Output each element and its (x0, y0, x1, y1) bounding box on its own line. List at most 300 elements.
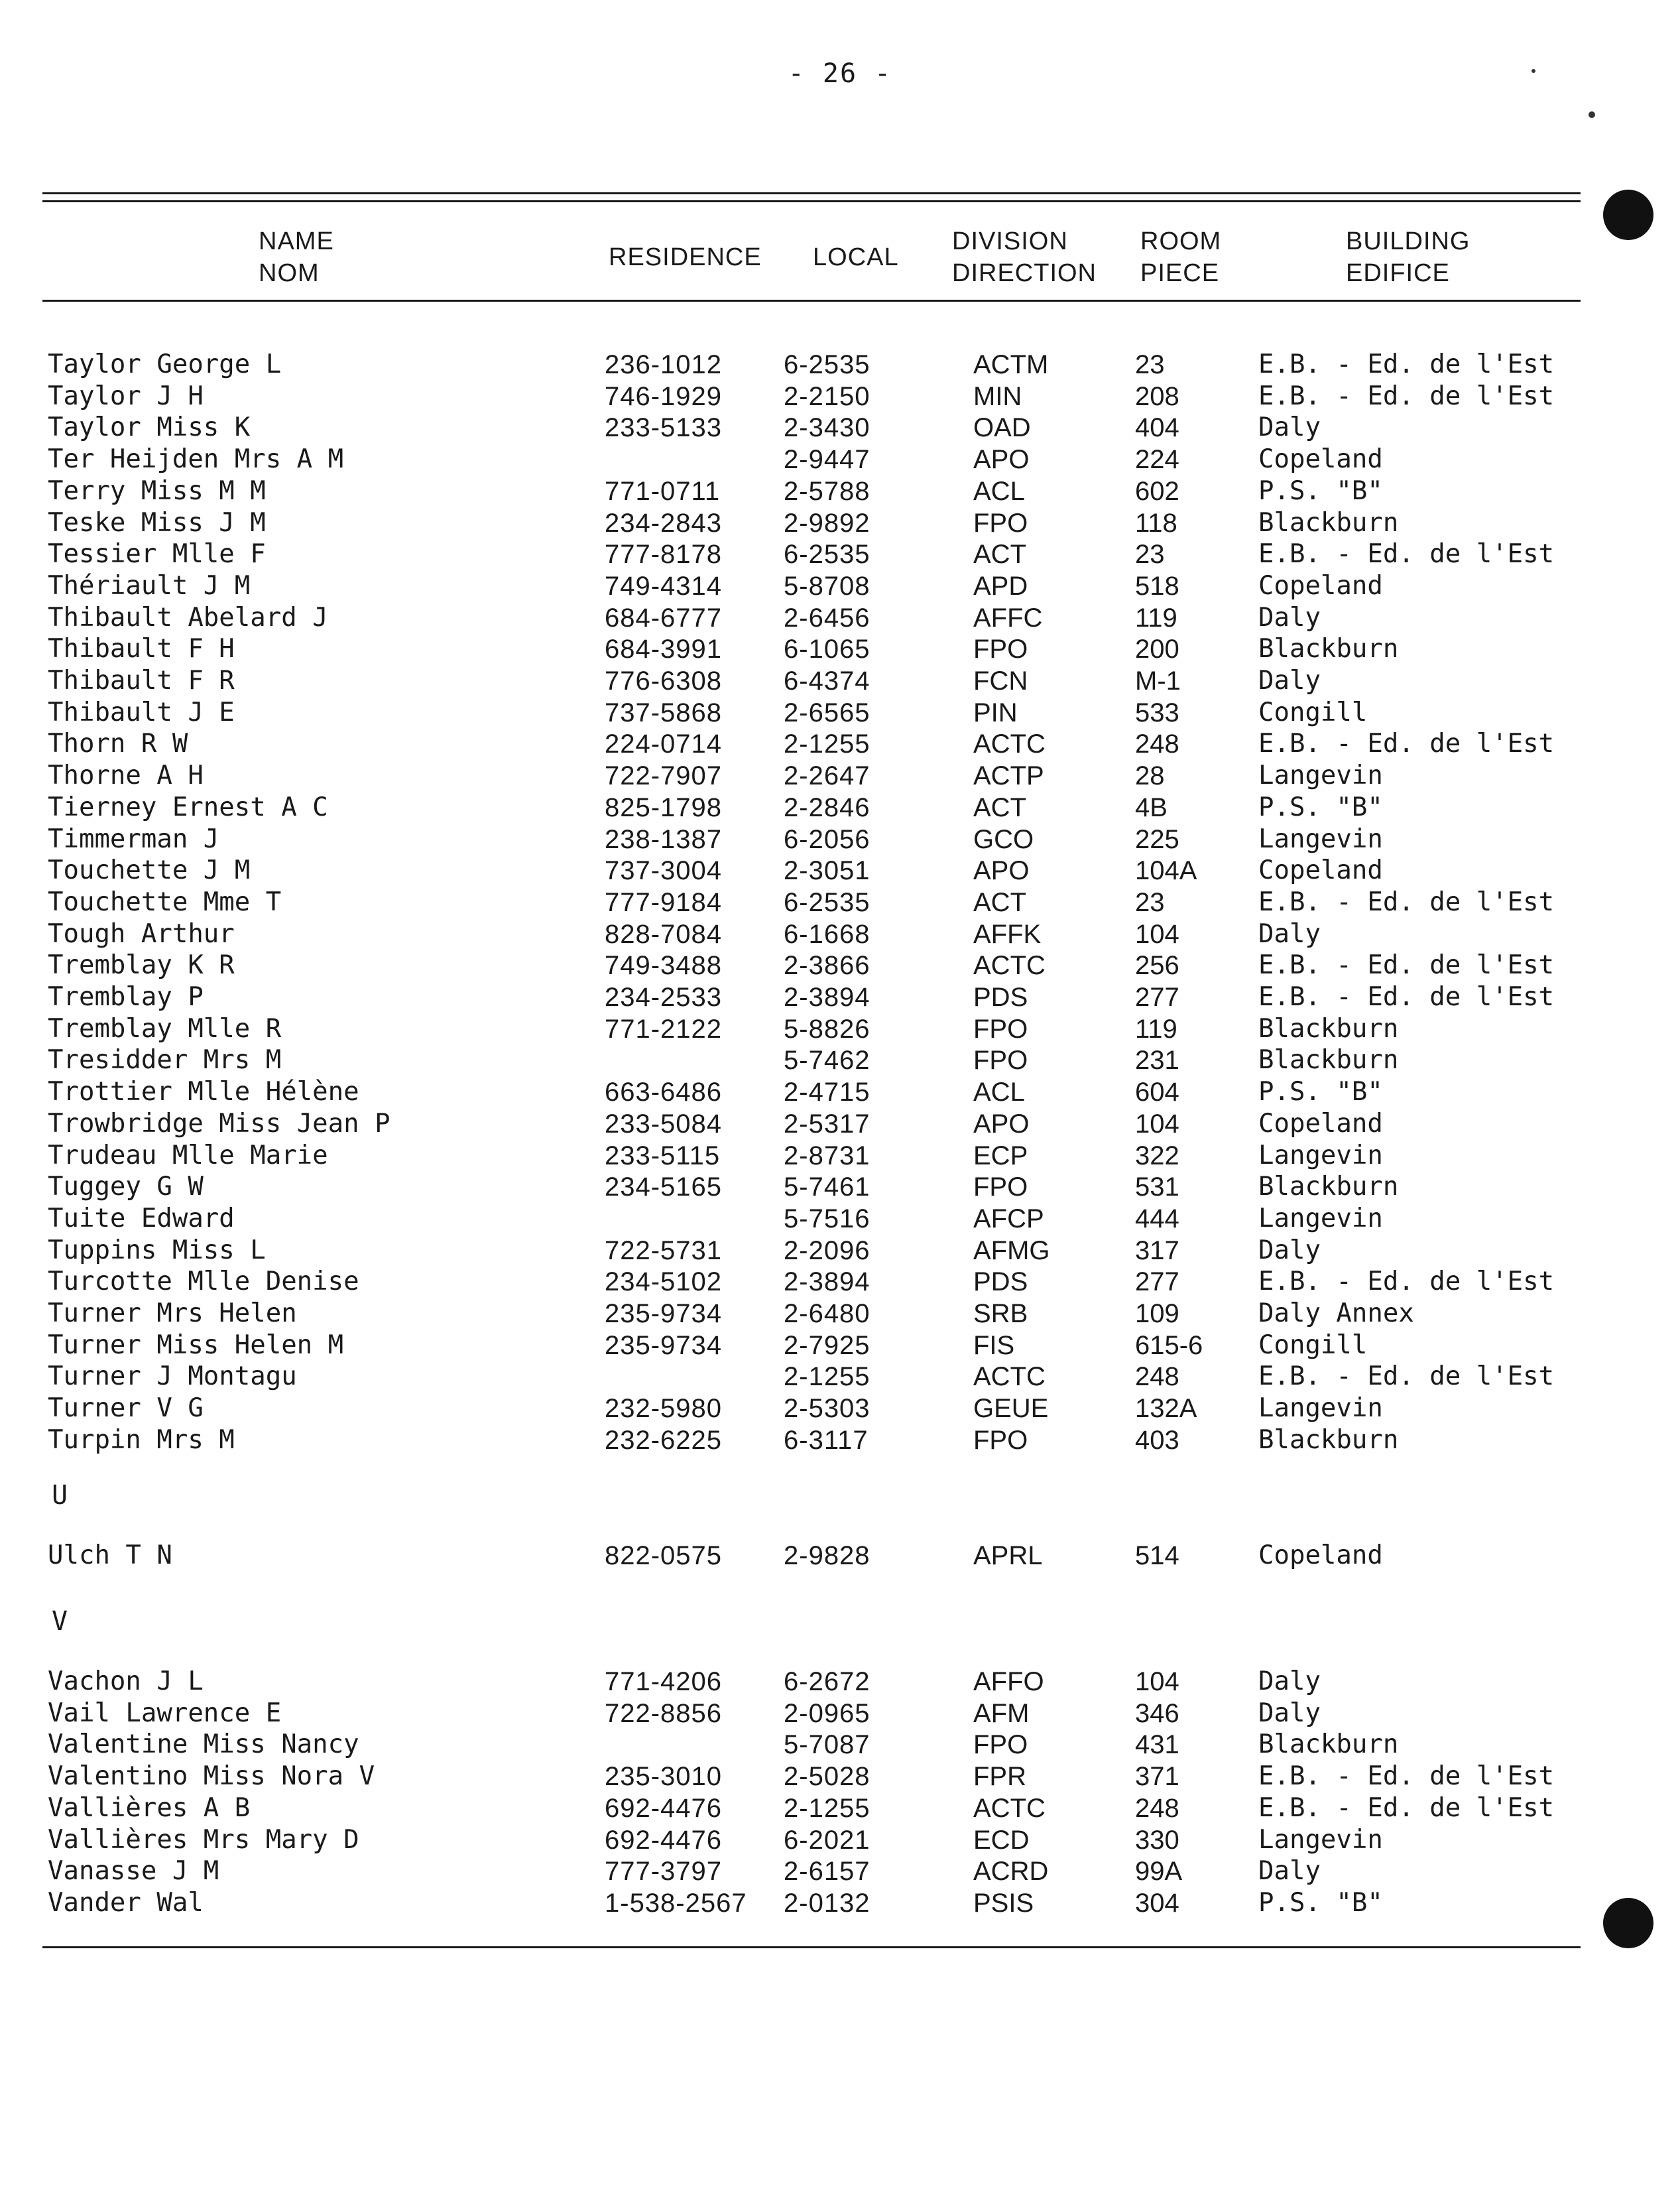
cell-residence: 238-1387 (605, 825, 723, 854)
cell-name: Tremblay P (48, 982, 204, 1012)
cell-division: ACTC (973, 729, 1046, 759)
cell-local: 2-6157 (784, 1857, 870, 1886)
cell-division: ACTC (973, 1362, 1046, 1391)
cell-building: Langevin (1258, 1825, 1383, 1855)
table-row (0, 887, 1680, 918)
cell-division: FPO (973, 1015, 1028, 1044)
cell-building: Daly (1258, 603, 1321, 633)
cell-building: Congill (1258, 698, 1368, 727)
section-letter-v: V (52, 1606, 68, 1637)
cell-building: Blackburn (1258, 1172, 1399, 1202)
cell-residence: 684-6777 (605, 603, 723, 633)
cell-building: E.B. - Ed. de l'Est (1258, 950, 1555, 980)
cell-division: FPO (973, 635, 1028, 664)
cell-division: APD (973, 572, 1028, 601)
cell-residence: 235-3010 (605, 1762, 723, 1791)
table-row (0, 1076, 1680, 1108)
cell-division: ACTC (973, 951, 1046, 980)
cell-building: Blackburn (1258, 1014, 1399, 1044)
cell-local: 6-4374 (784, 666, 870, 696)
cell-residence: 749-4314 (605, 572, 723, 601)
cell-room: 104A (1135, 856, 1197, 885)
header-division-fr: DIRECTION (952, 259, 1097, 287)
cell-room: 322 (1135, 1141, 1179, 1170)
cell-local: 5-7461 (784, 1172, 870, 1202)
cell-building: Congill (1258, 1330, 1368, 1360)
cell-local: 2-2096 (784, 1236, 870, 1265)
cell-division: PIN (973, 698, 1018, 727)
cell-room: 119 (1135, 603, 1177, 633)
cell-residence: 828-7084 (605, 920, 723, 949)
cell-building: Daly (1258, 1666, 1321, 1696)
cell-building: Daly (1258, 919, 1321, 949)
cell-name: Vallières Mrs Mary D (48, 1825, 359, 1855)
cell-division: PSIS (973, 1889, 1034, 1918)
cell-name: Thibault J E (48, 698, 235, 727)
cell-building: E.B. - Ed. de l'Est (1258, 1361, 1555, 1391)
cell-building: P.S. "B" (1258, 1888, 1383, 1918)
cell-residence: 235-9734 (605, 1331, 723, 1360)
table-row (0, 570, 1680, 602)
cell-residence: 234-2533 (605, 983, 723, 1012)
cell-local: 2-5028 (784, 1762, 870, 1791)
cell-residence: 235-9734 (605, 1299, 723, 1328)
cell-building: Copeland (1258, 1109, 1383, 1139)
cell-room: 23 (1135, 350, 1165, 379)
cell-room: 330 (1135, 1826, 1179, 1855)
cell-division: ACTP (973, 761, 1044, 790)
cell-division: AFFO (973, 1667, 1044, 1696)
cell-division: APRL (973, 1541, 1043, 1570)
cell-name: Turner Mrs Helen (48, 1298, 297, 1328)
cell-name: Turpin Mrs M (48, 1425, 235, 1455)
table-row (0, 1698, 1680, 1729)
cell-local: 2-2846 (784, 793, 870, 822)
cell-local: 2-9447 (784, 445, 870, 474)
cell-local: 2-5303 (784, 1394, 870, 1423)
cell-division: FPO (973, 1730, 1028, 1759)
cell-name: Turner Miss Helen M (48, 1330, 344, 1360)
cell-building: Blackburn (1258, 1729, 1399, 1759)
cell-building: P.S. "B" (1258, 1077, 1383, 1107)
cell-building: Langevin (1258, 761, 1383, 790)
cell-division: FPO (973, 1426, 1028, 1455)
cell-local: 5-8826 (784, 1015, 870, 1044)
cell-name: Tuppins Miss L (48, 1235, 266, 1265)
cell-division: ACL (973, 1078, 1025, 1107)
cell-room: 4B (1135, 793, 1168, 822)
cell-name: Teske Miss J M (48, 508, 266, 538)
header-name-fr: NOM (259, 259, 320, 287)
table-row (0, 1666, 1680, 1698)
cell-local: 2-0965 (784, 1699, 870, 1728)
cell-name: Tuggey G W (48, 1172, 204, 1202)
cell-room: 531 (1135, 1172, 1179, 1202)
table-row (0, 697, 1680, 729)
cell-division: MIN (973, 382, 1022, 411)
cell-building: Copeland (1258, 571, 1383, 601)
cell-name: Vanasse J M (48, 1856, 219, 1886)
cell-room: 404 (1135, 413, 1179, 442)
table-row (0, 1887, 1680, 1919)
table-row (0, 1044, 1680, 1076)
cell-division: GCO (973, 825, 1034, 854)
cell-local: 2-6480 (784, 1299, 870, 1328)
cell-residence: 776-6308 (605, 666, 723, 696)
header-room-en: ROOM (1140, 227, 1222, 255)
cell-building: Copeland (1258, 1540, 1383, 1570)
cell-division: AFFC (973, 603, 1043, 633)
cell-room: 231 (1135, 1046, 1179, 1075)
cell-name: Touchette J M (48, 855, 251, 885)
cell-local: 2-8731 (784, 1141, 870, 1170)
cell-division: FPR (973, 1762, 1026, 1791)
cell-division: ACT (973, 888, 1026, 917)
table-row (0, 1140, 1680, 1172)
cell-residence: 771-2122 (605, 1015, 723, 1044)
cell-room: 109 (1135, 1299, 1179, 1328)
cell-division: ACL (973, 477, 1025, 506)
table-row (0, 665, 1680, 697)
cell-room: 604 (1135, 1078, 1179, 1107)
cell-name: Vail Lawrence E (48, 1698, 282, 1728)
cell-room: 615-6 (1135, 1331, 1203, 1360)
cell-name: Tough Arthur (48, 919, 235, 949)
cell-residence: 722-8856 (605, 1699, 723, 1728)
cell-division: AFCP (973, 1204, 1044, 1233)
cell-building: Blackburn (1258, 1045, 1399, 1075)
cell-room: 304 (1135, 1889, 1179, 1918)
table-row (0, 1424, 1680, 1456)
cell-room: 104 (1135, 1109, 1179, 1139)
cell-room: 256 (1135, 951, 1179, 980)
cell-building: P.S. "B" (1258, 476, 1383, 506)
cell-building: Copeland (1258, 444, 1383, 474)
cell-room: 317 (1135, 1236, 1179, 1265)
cell-room: 248 (1135, 729, 1179, 759)
cell-local: 2-3430 (784, 413, 870, 442)
cell-local: 2-6456 (784, 603, 870, 633)
cell-building: Blackburn (1258, 508, 1399, 538)
cell-residence: 234-5165 (605, 1172, 723, 1202)
cell-local: 2-3051 (784, 856, 870, 885)
cell-local: 2-3894 (784, 1267, 870, 1296)
table-row (0, 1361, 1680, 1393)
cell-room: 248 (1135, 1362, 1179, 1391)
cell-room: 99A (1135, 1857, 1183, 1886)
cell-room: 208 (1135, 382, 1179, 411)
cell-name: Trowbridge Miss Jean P (48, 1109, 390, 1139)
table-row (0, 1855, 1680, 1887)
cell-building: E.B. - Ed. de l'Est (1258, 539, 1555, 569)
cell-name: Taylor J H (48, 381, 204, 411)
header-name-en: NAME (259, 227, 334, 255)
cell-local: 5-7516 (784, 1204, 870, 1233)
cell-name: Thorn R W (48, 729, 188, 759)
cell-division: FCN (973, 666, 1028, 696)
cell-division: ACT (973, 793, 1026, 822)
cell-local: 6-3117 (784, 1426, 869, 1455)
cell-room: 28 (1135, 761, 1165, 790)
cell-local: 2-1255 (784, 729, 870, 759)
cell-local: 5-8708 (784, 572, 870, 601)
cell-division: ACT (973, 540, 1026, 569)
cell-building: Daly (1258, 666, 1321, 696)
table-row (0, 1298, 1680, 1330)
cell-local: 6-2021 (784, 1826, 870, 1855)
cell-local: 2-3866 (784, 951, 870, 980)
table-row (0, 728, 1680, 760)
table-row (0, 855, 1680, 887)
cell-division: FIS (973, 1331, 1015, 1360)
cell-residence: 692-4476 (605, 1794, 723, 1823)
cell-room: 119 (1135, 1015, 1177, 1044)
cell-division: ACTC (973, 1794, 1046, 1823)
cell-local: 2-2647 (784, 761, 870, 790)
cell-local: 2-7925 (784, 1331, 870, 1360)
cell-room: 132A (1135, 1394, 1197, 1423)
cell-residence: 234-5102 (605, 1267, 723, 1296)
section-letter-u: U (52, 1480, 68, 1511)
cell-name: Tresidder Mrs M (48, 1045, 282, 1075)
cell-division: AFMG (973, 1236, 1050, 1265)
cell-name: Vachon J L (48, 1666, 204, 1696)
cell-name: Tuite Edward (48, 1204, 235, 1233)
cell-division: PDS (973, 1267, 1028, 1296)
cell-residence: 692-4476 (605, 1826, 723, 1855)
cell-building: Langevin (1258, 1393, 1383, 1423)
table-row (0, 412, 1680, 444)
cell-building: E.B. - Ed. de l'Est (1258, 729, 1555, 759)
cell-name: Thorne A H (48, 761, 204, 790)
cell-residence: 777-9184 (605, 888, 723, 917)
cell-building: E.B. - Ed. de l'Est (1258, 381, 1555, 411)
table-row (0, 1761, 1680, 1792)
cell-room: 200 (1135, 635, 1179, 664)
cell-local: 2-5317 (784, 1109, 870, 1139)
cell-room: 277 (1135, 1267, 1179, 1296)
cell-building: P.S. "B" (1258, 792, 1383, 822)
cell-residence: 232-6225 (605, 1426, 723, 1455)
cell-name: Turner V G (48, 1393, 204, 1423)
cell-local: 2-0132 (784, 1889, 870, 1918)
cell-division: ACTM (973, 350, 1049, 379)
cell-local: 2-4715 (784, 1078, 870, 1107)
cell-name: Valentino Miss Nora V (48, 1761, 375, 1791)
table-row (0, 981, 1680, 1013)
cell-room: 277 (1135, 983, 1179, 1012)
cell-residence: 663-6486 (605, 1078, 723, 1107)
header-local: LOCAL (813, 243, 899, 271)
cell-residence: 749-3488 (605, 951, 723, 980)
cell-division: FPO (973, 1046, 1028, 1075)
cell-division: APO (973, 1109, 1030, 1139)
cell-room: 104 (1135, 1667, 1179, 1696)
table-row (0, 824, 1680, 855)
cell-building: Langevin (1258, 824, 1383, 854)
cell-building: Copeland (1258, 855, 1383, 885)
table-row (0, 792, 1680, 824)
cell-room: 371 (1135, 1762, 1179, 1791)
table-row (0, 1266, 1680, 1298)
cell-name: Tessier Mlle F (48, 539, 266, 569)
cell-residence: 825-1798 (605, 793, 723, 822)
cell-residence: 771-0711 (605, 477, 721, 506)
cell-building: E.B. - Ed. de l'Est (1258, 1793, 1555, 1823)
cell-room: 514 (1135, 1541, 1179, 1570)
cell-building: Langevin (1258, 1141, 1383, 1170)
cell-name: Turcotte Mlle Denise (48, 1267, 359, 1296)
cell-division: AFFK (973, 920, 1042, 949)
cell-building: Daly (1258, 412, 1321, 442)
cell-local: 6-2535 (784, 540, 870, 569)
cell-building: Langevin (1258, 1204, 1383, 1233)
cell-residence: 746-1929 (605, 382, 723, 411)
header-division-en: DIVISION (952, 227, 1068, 255)
cell-local: 6-2056 (784, 825, 870, 854)
cell-name: Thibault F R (48, 666, 235, 696)
header-building-fr: EDIFICE (1346, 259, 1450, 287)
table-row (0, 444, 1680, 475)
cell-local: 2-1255 (784, 1794, 870, 1823)
cell-residence: 737-5868 (605, 698, 723, 727)
table-row (0, 1393, 1680, 1424)
cell-name: Turner J Montagu (48, 1361, 297, 1391)
cell-room: 444 (1135, 1204, 1179, 1233)
table-row (0, 918, 1680, 950)
cell-room: 225 (1135, 825, 1179, 854)
cell-building: E.B. - Ed. de l'Est (1258, 982, 1555, 1012)
cell-local: 2-2150 (784, 382, 870, 411)
cell-division: OAD (973, 413, 1031, 442)
cell-building: E.B. - Ed. de l'Est (1258, 887, 1555, 917)
cell-room: 104 (1135, 920, 1179, 949)
cell-building: Daly (1258, 1698, 1321, 1728)
cell-name: Timmerman J (48, 824, 219, 854)
table-row (0, 633, 1680, 665)
table-row (0, 1330, 1680, 1361)
cell-room: 403 (1135, 1426, 1179, 1455)
cell-name: Tierney Ernest A C (48, 792, 328, 822)
cell-residence: 233-5115 (605, 1141, 721, 1170)
cell-local: 6-2535 (784, 888, 870, 917)
cell-local: 2-1255 (784, 1362, 870, 1391)
cell-building: Blackburn (1258, 1425, 1399, 1455)
cell-room: 224 (1135, 445, 1179, 474)
cell-name: Thibault F H (48, 634, 235, 664)
table-row (0, 538, 1680, 570)
cell-name: Trudeau Mlle Marie (48, 1141, 328, 1170)
table-row (0, 760, 1680, 792)
cell-division: ACRD (973, 1857, 1049, 1886)
table-row (0, 1235, 1680, 1267)
cell-name: Vander Wal (48, 1888, 204, 1918)
table-bottom-rule (42, 1946, 1581, 1948)
cell-building: E.B. - Ed. de l'Est (1258, 1267, 1555, 1296)
cell-division: GEUE (973, 1394, 1049, 1423)
cell-local: 6-1668 (784, 920, 870, 949)
cell-room: 248 (1135, 1794, 1179, 1823)
table-row (0, 1792, 1680, 1824)
table-row (0, 1540, 1680, 1572)
table-row (0, 507, 1680, 539)
cell-local: 2-6565 (784, 698, 870, 727)
table-row (0, 349, 1680, 381)
cell-residence: 234-2843 (605, 509, 723, 538)
header-building-en: BUILDING (1346, 227, 1470, 255)
cell-building: E.B. - Ed. de l'Est (1258, 349, 1555, 379)
cell-room: 346 (1135, 1699, 1179, 1728)
cell-residence: 771-4206 (605, 1667, 723, 1696)
cell-residence: 722-7907 (605, 761, 723, 790)
cell-name: Trottier Mlle Hélène (48, 1077, 359, 1107)
cell-residence: 777-8178 (605, 540, 723, 569)
cell-local: 2-5788 (784, 477, 870, 506)
cell-name: Ulch T N (48, 1540, 172, 1570)
cell-residence: 233-5133 (605, 413, 723, 442)
cell-name: Valentine Miss Nancy (48, 1729, 359, 1759)
cell-name: Thibault Abelard J (48, 603, 328, 633)
cell-local: 5-7087 (784, 1730, 870, 1759)
cell-division: APO (973, 445, 1030, 474)
cell-division: ECD (973, 1826, 1030, 1855)
cell-room: 23 (1135, 540, 1165, 569)
cell-name: Ter Heijden Mrs A M (48, 444, 344, 474)
cell-division: ECP (973, 1141, 1028, 1170)
cell-room: 23 (1135, 888, 1165, 917)
cell-local: 2-9892 (784, 509, 870, 538)
cell-name: Taylor George L (48, 349, 282, 379)
table-row (0, 1824, 1680, 1856)
cell-building: Daly (1258, 1856, 1321, 1886)
table-row (0, 381, 1680, 412)
cell-residence: 224-0714 (605, 729, 723, 759)
header-room-fr: PIECE (1140, 259, 1220, 287)
cell-division: FPO (973, 1172, 1028, 1202)
cell-residence: 684-3991 (605, 635, 723, 664)
cell-building: E.B. - Ed. de l'Est (1258, 1761, 1555, 1791)
table-row (0, 1171, 1680, 1203)
table-row (0, 1108, 1680, 1140)
cell-division: SRB (973, 1299, 1028, 1328)
cell-division: PDS (973, 983, 1028, 1012)
cell-local: 6-2535 (784, 350, 870, 379)
cell-room: M-1 (1135, 666, 1181, 696)
table-row (0, 475, 1680, 507)
cell-residence: 737-3004 (605, 856, 723, 885)
cell-local: 2-3894 (784, 983, 870, 1012)
cell-building: Blackburn (1258, 634, 1399, 664)
table-row (0, 1013, 1680, 1045)
cell-building: Daly Annex (1258, 1298, 1414, 1328)
table-row (0, 1729, 1680, 1761)
table-row (0, 1203, 1680, 1235)
cell-name: Taylor Miss K (48, 412, 251, 442)
header-residence: RESIDENCE (609, 243, 762, 271)
cell-room: 518 (1135, 572, 1179, 601)
cell-building: Daly (1258, 1235, 1321, 1265)
cell-local: 2-9828 (784, 1541, 870, 1570)
cell-residence: 777-3797 (605, 1857, 723, 1886)
cell-residence: 232-5980 (605, 1394, 723, 1423)
cell-residence: 1-538-2567 (605, 1889, 747, 1918)
cell-room: 533 (1135, 698, 1179, 727)
table-row (0, 602, 1680, 634)
cell-name: Tremblay K R (48, 950, 235, 980)
cell-residence: 822-0575 (605, 1541, 723, 1570)
cell-local: 6-1065 (784, 635, 870, 664)
table-row (0, 950, 1680, 981)
